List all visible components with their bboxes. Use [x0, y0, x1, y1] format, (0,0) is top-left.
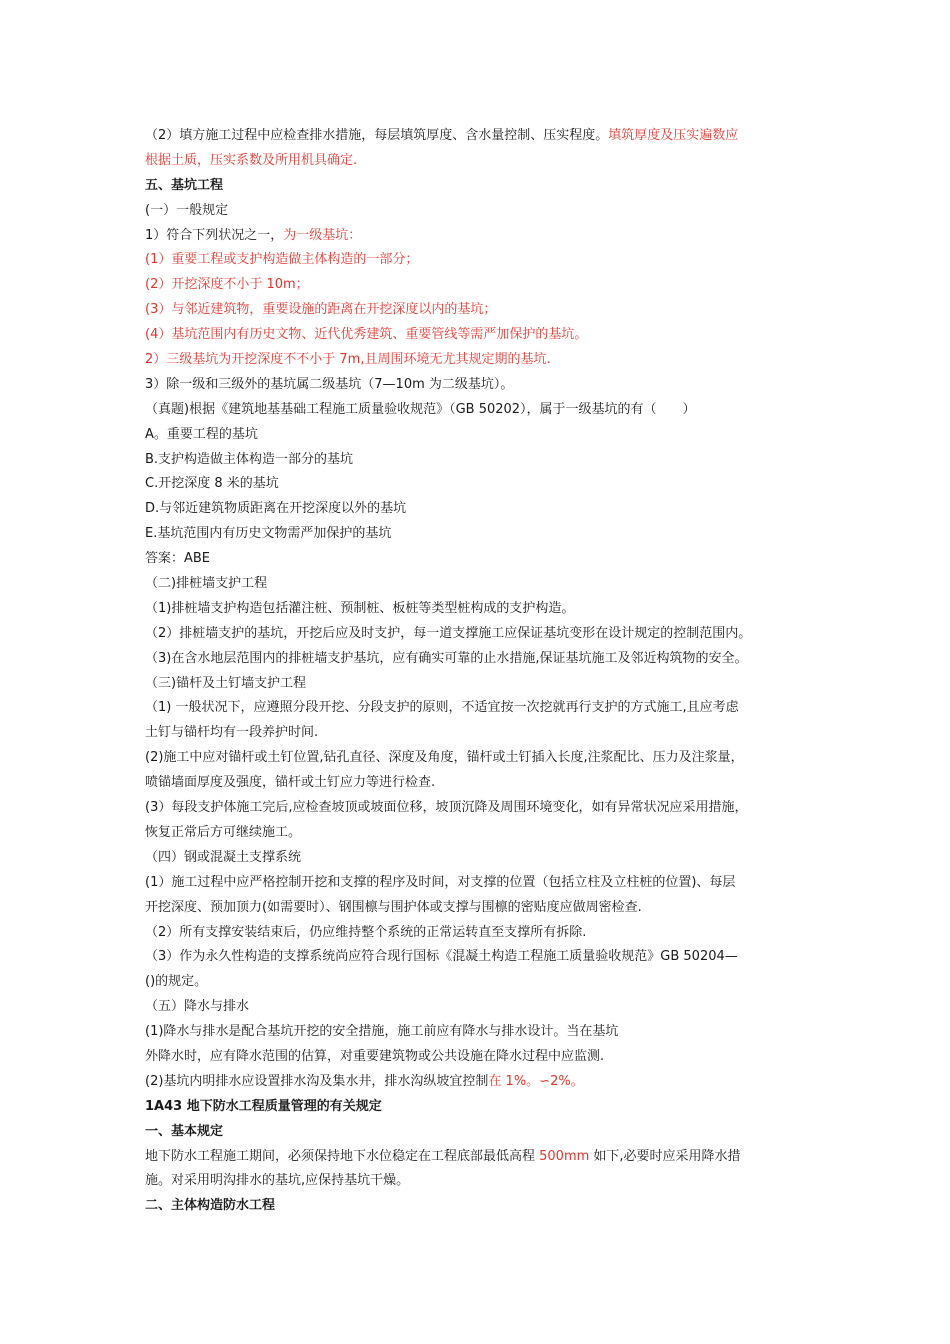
text-line	[145, 448, 815, 473]
body-text: （2）排桩墙支护的基坑，开挖后应及时支护，每一道支撑施工应保证基坑变形在设计规定的控制范围内。	[145, 625, 752, 641]
body-text: 地下防水工程施工期间，必须保持地下水位稳定在工程底部最低高程	[145, 1148, 540, 1164]
body-text: 如下,必要时应采用降水措	[589, 1148, 741, 1164]
body-text: （四）钢或混凝土支撑系统	[145, 849, 302, 865]
text-line	[145, 871, 815, 896]
highlight-text: 500mm	[539, 1148, 590, 1164]
body-text: B.支护构造做主体构造一部分的基坑	[145, 451, 354, 467]
text-line	[145, 1194, 815, 1219]
document-body	[145, 124, 815, 1219]
text-line	[145, 199, 815, 224]
highlight-text: (1）重要工程或支护构造做主体构造的一部分；	[145, 252, 419, 268]
text-line	[145, 298, 815, 323]
text-line	[145, 796, 815, 821]
text-line	[145, 472, 815, 497]
body-text: （三)锚杆及土钉墙支护工程	[145, 675, 307, 691]
text-line	[145, 896, 815, 921]
highlight-text: 为一级基坑：	[283, 227, 362, 243]
body-text: 施。对采用明沟排水的基坑,应保持基坑干燥。	[145, 1173, 410, 1189]
text-line	[145, 970, 815, 995]
text-line	[145, 423, 815, 448]
text-line	[145, 1045, 815, 1070]
body-text: 喷锚墙面厚度及强度，锚杆或土钉应力等进行检查.	[145, 775, 436, 791]
body-text: (1）施工过程中应严格控制开挖和支撑的程序及时间，对支撑的位置（包括立柱及立柱桩的位置)、每层	[145, 874, 736, 890]
body-text: （1)排桩墙支护构造包括灌注桩、预制桩、板桩等类型桩构成的支护构造。	[145, 600, 575, 616]
text-line	[145, 1095, 815, 1120]
body-text: （1) 一般状况下，应遵照分段开挖、分段支护的原则，不适宜按一次挖就再行支护的方式施工,且应考虑	[145, 700, 739, 716]
body-text: （真题)根据《建筑地基基础工程施工质量验收规范》（GB 50202），属于一级基坑的有（ ）	[145, 401, 696, 417]
body-text: (2)施工中应对锚杆或土钉位置,钻孔直径、深度及角度，锚杆或土钉插入长度,注浆配比、压力及注浆量，	[145, 750, 744, 766]
body-text: (1)降水与排水是配合基坑开挖的安全措施，施工前应有降水与排水设计。当在基坑	[145, 1024, 619, 1040]
body-text: A。重要工程的基坑	[145, 426, 258, 442]
text-line	[145, 1169, 815, 1194]
highlight-text: 根据土质，压实系数及所用机具确定.	[145, 152, 358, 168]
highlight-text: (4）基坑范围内有历史文物、近代优秀建筑、重要管线等需严加保护的基坑。	[145, 327, 588, 343]
body-text: （3)在含水地层范围内的排桩墙支护基坑，应有确实可靠的止水措施,保证基坑施工及邻近构筑物的安全。	[145, 650, 748, 666]
body-text: (3）每段支护体施工完后,应检查坡顶或坡面位移，坡顶沉降及周围环境变化，如有异常状况应采用措施，	[145, 800, 748, 816]
body-text: 土钉与锚杆均有一段养护时间.	[145, 725, 319, 741]
heading-text: 一、基本规定	[145, 1123, 224, 1139]
body-text: C.开挖深度 8 米的基坑	[145, 476, 279, 492]
text-line	[145, 398, 815, 423]
text-line	[145, 821, 815, 846]
highlight-text: (2）开挖深度不小于 10m；	[145, 277, 309, 293]
text-line	[145, 721, 815, 746]
text-line	[145, 597, 815, 622]
text-line	[145, 696, 815, 721]
body-text: 1）符合下列状况之一，	[145, 227, 284, 243]
text-line	[145, 348, 815, 373]
body-text: ()的规定。	[145, 974, 208, 990]
text-line	[145, 995, 815, 1020]
text-line	[145, 647, 815, 672]
text-line	[145, 572, 815, 597]
text-line	[145, 1020, 815, 1045]
body-text: 外降水时，应有降水范围的估算，对重要建筑物或公共设施在降水过程中应监测.	[145, 1048, 605, 1064]
highlight-text: 2）三级基坑为开挖深度不不小于 7m,且周围环境无尤其规定期的基坑.	[145, 352, 551, 368]
text-line	[145, 921, 815, 946]
heading-text: 1A43 地下防水工程质量管理的有关规定	[145, 1098, 382, 1114]
text-line	[145, 1145, 815, 1170]
text-line	[145, 497, 815, 522]
body-text: E.基坑范围内有历史文物需严加保护的基坑	[145, 526, 392, 542]
body-text: (一）一般规定	[145, 202, 229, 218]
highlight-text: 填筑厚度及压实遍数应	[608, 128, 739, 143]
text-line	[145, 323, 815, 348]
highlight-text: (3）与邻近建筑物，重要设施的距离在开挖深度以内的基坑；	[145, 302, 497, 318]
text-line	[145, 149, 815, 174]
body-text: （五）降水与排水	[145, 999, 250, 1015]
text-line	[145, 746, 815, 771]
body-text: 开挖深度、预加顶力(如需要时）、钢围檩与围护体或支撑与围檩的密贴度应做周密检查.	[145, 899, 642, 915]
body-text: （3）作为永久性构造的支撑系统尚应符合现行国标《混凝土构造工程施工质量验收规范》GB 50204—	[145, 949, 738, 965]
text-line	[145, 522, 815, 547]
body-text: （二)排桩墙支护工程	[145, 576, 268, 592]
text-line	[145, 1120, 815, 1145]
text-line	[145, 1070, 815, 1095]
text-line	[145, 622, 815, 647]
body-text: 恢复正常后方可继续施工。	[145, 824, 302, 840]
text-line	[145, 771, 815, 796]
highlight-text: 在 1%。∽2%。	[488, 1073, 584, 1089]
text-line	[145, 373, 815, 398]
body-text: （2）填方施工过程中应检查排水措施，每层填筑厚度、含水量控制、压实程度。	[145, 128, 609, 143]
body-text: D.与邻近建筑物质距离在开挖深度以外的基坑	[145, 501, 407, 517]
text-line	[145, 224, 815, 249]
text-line	[145, 248, 815, 273]
text-line	[145, 672, 815, 697]
text-line	[145, 124, 815, 149]
heading-text: 二、主体构造防水工程	[145, 1198, 276, 1214]
body-text: 3）除一级和三级外的基坑属二级基坑（7—10m 为二级基坑）。	[145, 376, 514, 392]
body-text: （2）所有支撑安装结束后，仍应维持整个系统的正常运转直至支撑所有拆除.	[145, 924, 587, 940]
text-line	[145, 273, 815, 298]
body-text: 答案：ABE	[145, 551, 211, 567]
body-text: (2)基坑内明排水应设置排水沟及集水井，排水沟纵坡宜控制	[145, 1073, 489, 1089]
text-line	[145, 945, 815, 970]
text-line	[145, 547, 815, 572]
heading-text: 五、基坑工程	[145, 177, 224, 193]
text-line	[145, 846, 815, 871]
text-line	[145, 174, 815, 199]
